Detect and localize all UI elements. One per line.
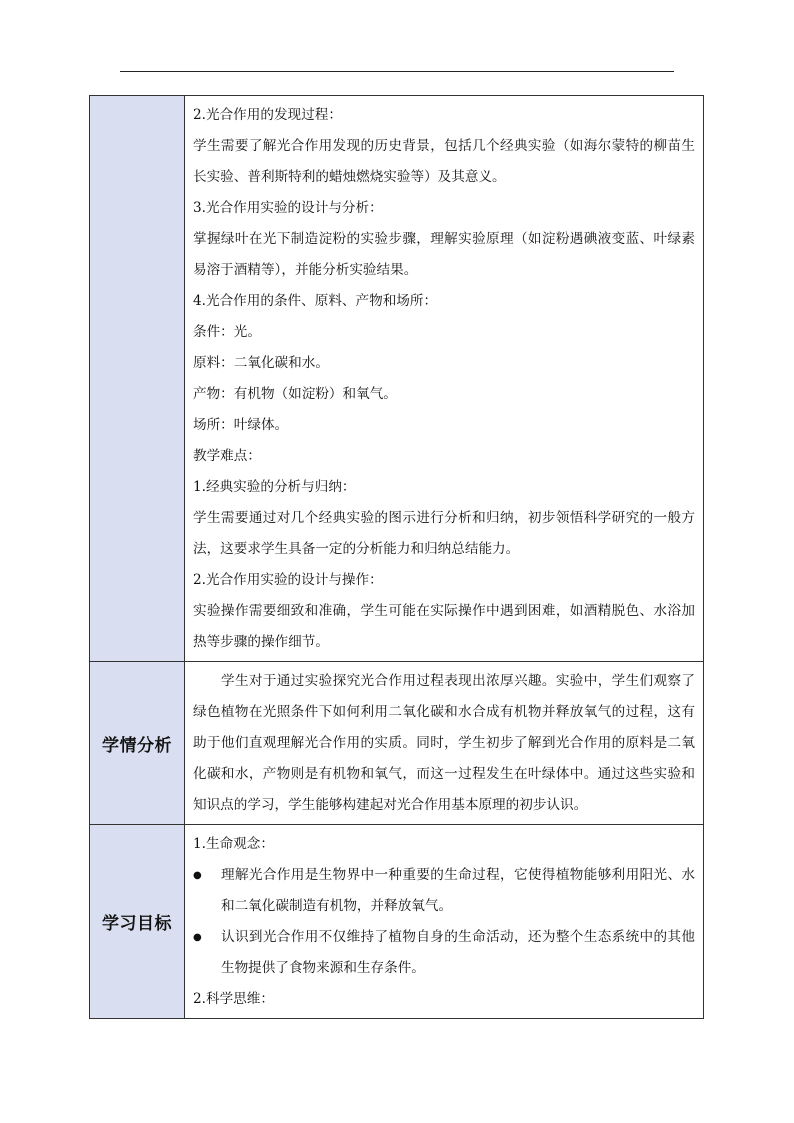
text-line: 条件：光。 (193, 324, 261, 340)
goal-heading: 2.科学思维： (193, 991, 274, 1007)
list-item (193, 860, 695, 922)
teaching-focus-cell (185, 96, 704, 662)
text-line: 教学难点： (193, 448, 261, 464)
text-line: 1.经典实验的分析与归纳： (193, 479, 356, 495)
header-rule (120, 71, 674, 72)
table-row (90, 96, 704, 662)
text-line: 3.光合作用实验的设计与分析： (193, 200, 383, 216)
list-item (193, 922, 695, 984)
row-label-student-analysis: 学情分析 (90, 662, 185, 825)
learning-goals-cell (185, 825, 704, 1019)
goal-heading: 1.生命观念： (193, 836, 274, 852)
text-line: 场所：叶绿体。 (193, 417, 289, 433)
bullet-icon: ● (193, 932, 202, 943)
bullet-icon: ● (193, 870, 202, 881)
bullet-text: 认识到光合作用不仅维持了植物自身的生命活动，还为整个生态系统中的其他生物提供了食物来源和生存条件。 (221, 929, 695, 976)
text-line: 产物：有机物（如淀粉）和氧气。 (193, 386, 397, 402)
student-analysis-cell (185, 662, 704, 825)
text-line: 学生需要了解光合作用发现的历史背景，包括几个经典实验（如海尔蒙特的柳苗生长实验、普利斯特利的蜡烛燃烧实验等）及其意义。 (193, 138, 695, 185)
text-line: 2.光合作用实验的设计与操作： (193, 572, 383, 588)
text-line: 2.光合作用的发现过程： (193, 107, 342, 123)
row-label-learning-goals: 学习目标 (90, 825, 185, 1019)
text-line: 实验操作需要细致和准确，学生可能在实际操作中遇到困难，如酒精脱色、水浴加热等步骤的操作细节。 (193, 603, 695, 650)
student-analysis-paragraph: 学生对于通过实验探究光合作用过程表现出浓厚兴趣。实验中，学生们观察了绿色植物在光照条件下如何利用二氧化碳和水合成有机物并释放氧气的过程，这有助于他们直观理解光合作用的实质。同时，学生初步了解到光合作用的原料是二氧化碳和水，产物则是有机物和氧气，而这一过程发生在叶绿体中。通过这些实验和知识点的学习，学生能够构建起对光合作用基本原理的初步认识。 (193, 673, 695, 813)
text-line: 4.光合作用的条件、原料、产物和场所： (193, 293, 438, 309)
bullet-text: 理解光合作用是生物界中一种重要的生命过程，它使得植物能够利用阳光、水和二氧化碳制造有机物，并释放氧气。 (221, 867, 695, 914)
lesson-plan-table (89, 95, 704, 1019)
text-line: 学生需要通过对几个经典实验的图示进行分析和归纳，初步领悟科学研究的一般方法，这要求学生具备一定的分析能力和归纳总结能力。 (193, 510, 695, 557)
table-row (90, 825, 704, 1019)
table-row (90, 662, 704, 825)
row-label-empty (90, 96, 185, 662)
text-line: 原料：二氧化碳和水。 (193, 355, 329, 371)
text-line: 掌握绿叶在光下制造淀粉的实验步骤，理解实验原理（如淀粉遇碘液变蓝、叶绿素易溶于酒精等），并能分析实验结果。 (193, 231, 695, 278)
